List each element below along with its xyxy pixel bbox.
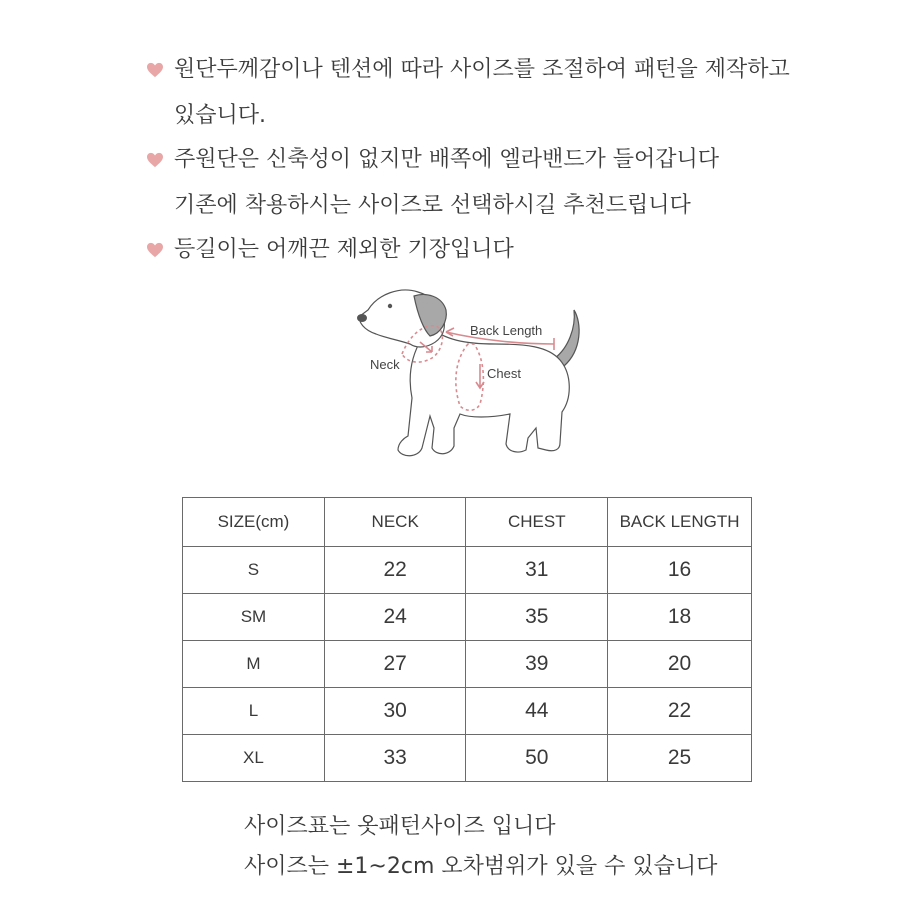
dog-nose [357, 314, 367, 322]
note-item [146, 238, 514, 262]
back-length-cell: 16 [608, 547, 752, 594]
neck-cell: 24 [324, 594, 466, 641]
note-text: 있습니다. [174, 103, 267, 128]
chest-cell: 39 [466, 641, 608, 688]
note-text: 기존에 착용하시는 사이즈로 선택하시길 추천드립니다 [174, 193, 691, 218]
neck-cell: 30 [324, 688, 466, 735]
header-chest: CHEST [466, 498, 608, 547]
header-size: SIZE(cm) [183, 498, 325, 547]
size-cell: S [183, 547, 325, 594]
table-row [183, 594, 752, 641]
footer-line: 사이즈표는 옷패턴사이즈 입니다 [244, 814, 556, 839]
back-length-cell: 20 [608, 641, 752, 688]
dog-tail [555, 310, 579, 366]
size-cell: M [183, 641, 325, 688]
table-row [183, 547, 752, 594]
chest-cell: 44 [466, 688, 608, 735]
size-cell: XL [183, 735, 325, 782]
note-text: 주원단은 신축성이 없지만 배쪽에 엘라밴드가 들어갑니다 [174, 147, 720, 172]
back-length-cell: 25 [608, 735, 752, 782]
chest-cell: 50 [466, 735, 608, 782]
table-row [183, 641, 752, 688]
neck-cell: 27 [324, 641, 466, 688]
note-item [146, 148, 719, 172]
header-back-length: BACK LENGTH [608, 498, 752, 547]
note-text: 원단두께감이나 텐션에 따라 사이즈를 조절하여 패턴을 제작하고 [174, 57, 790, 82]
table-row [183, 688, 752, 735]
back-length-cell: 22 [608, 688, 752, 735]
heart-icon [146, 242, 164, 258]
table-header-row [183, 498, 752, 547]
neck-label: Neck [370, 357, 400, 372]
chest-label: Chest [487, 366, 521, 381]
neck-cell: 22 [324, 547, 466, 594]
note-item-continuation [146, 194, 691, 218]
neck-cell: 33 [324, 735, 466, 782]
header-neck: NECK [324, 498, 466, 547]
chest-cell: 31 [466, 547, 608, 594]
footer-notes [244, 814, 717, 880]
table-row [183, 735, 752, 782]
back-length-label: Back Length [470, 323, 543, 338]
heart-icon [146, 62, 164, 78]
note-item [146, 58, 790, 82]
note-text: 등길이는 어깨끈 제외한 기장입니다 [174, 237, 514, 262]
size-cell: L [183, 688, 325, 735]
size-table [182, 497, 752, 782]
note-item-continuation [146, 104, 266, 128]
heart-icon [146, 152, 164, 168]
dog-eye [388, 304, 392, 308]
size-cell: SM [183, 594, 325, 641]
back-length-arrow-left [446, 328, 454, 336]
chest-cell: 35 [466, 594, 608, 641]
dog-measurement-diagram [350, 278, 590, 478]
back-length-cell: 18 [608, 594, 752, 641]
footer-line: 사이즈는 ±1~2cm 오차범위가 있을 수 있습니다 [244, 854, 718, 879]
